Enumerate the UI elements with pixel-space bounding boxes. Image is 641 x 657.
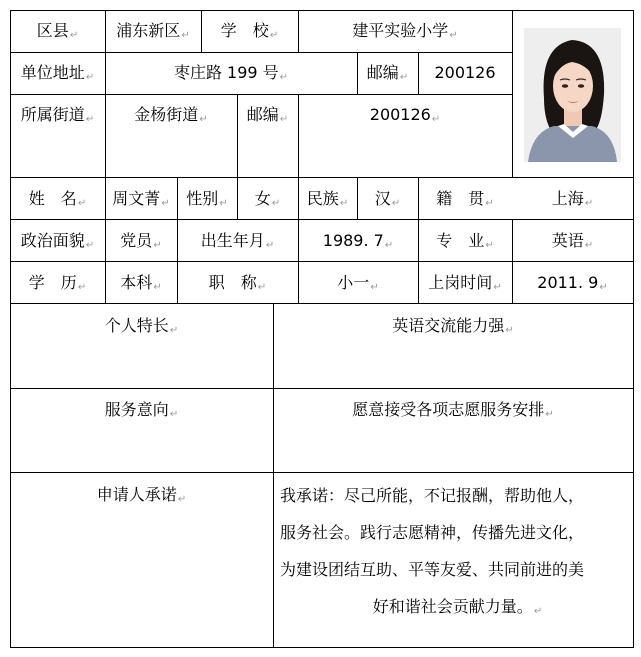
row-divider [10, 388, 634, 389]
education-label: 学 历 ↵ [10, 273, 105, 298]
pledge-line: 好和谐社会贡献力量。 ↵ [280, 588, 635, 630]
education-value[interactable]: 本科 ↵ [105, 273, 177, 298]
zip-value[interactable]: 200126 [434, 63, 496, 82]
photo-divider [512, 10, 513, 178]
row-divider [10, 177, 634, 178]
birth-label: 出生年月 ↵ [177, 231, 298, 256]
native-place-label: 籍 贯 ↵ [418, 189, 512, 214]
street-value[interactable]: 金杨街道 ↵ [105, 105, 237, 130]
ethnic-value[interactable]: 汉 ↵ [357, 189, 418, 214]
gender-label: 性别 ↵ [177, 189, 237, 214]
row-divider [10, 219, 634, 220]
pledge-label: 申请人承诺 ↵ [10, 485, 273, 510]
row-divider [10, 261, 634, 262]
district-label: 区县 ↵ [10, 21, 105, 46]
political-label: 政治面貌 ↵ [10, 231, 105, 256]
start-date-label: 上岗时间 ↵ [418, 273, 512, 298]
gender-value[interactable]: 女 ↵ [237, 189, 298, 214]
street-zip-value[interactable]: 200126 ↵ [298, 105, 512, 130]
school-label: 学 校 ↵ [201, 21, 298, 46]
title-label: 职 称 ↵ [177, 273, 298, 298]
zip-label: 邮编 ↵ [357, 63, 418, 88]
native-place-value[interactable]: 上海 ↵ [512, 189, 633, 214]
major-value[interactable]: 英语 ↵ [512, 231, 633, 256]
street-label: 所属街道 ↵ [10, 105, 105, 130]
skills-value[interactable]: 英语交流能力强 ↵ [273, 316, 633, 341]
table-border-bottom [10, 647, 634, 648]
intent-value[interactable]: 愿意接受各项志愿服务安排 ↵ [273, 400, 633, 425]
address-label: 单位地址 ↵ [10, 63, 105, 88]
street-zip-label: 邮编 ↵ [237, 105, 298, 130]
title-value[interactable]: 小一 ↵ [298, 273, 418, 298]
start-date-value[interactable]: 2011. 9 ↵ [512, 273, 633, 298]
intent-label: 服务意向 ↵ [10, 400, 273, 425]
address-value[interactable]: 枣庄路 199 号 ↵ [105, 63, 357, 88]
row-divider [10, 472, 634, 473]
political-value[interactable]: 党员 ↵ [105, 231, 177, 256]
pledge-text[interactable] [280, 477, 635, 630]
name-label: 姓 名 ↵ [10, 189, 105, 214]
row-divider [10, 52, 512, 53]
major-label: 专 业 ↵ [418, 231, 512, 256]
table-border-top [10, 10, 634, 11]
row-divider [10, 303, 634, 304]
applicant-photo [524, 28, 621, 162]
row-divider [10, 94, 512, 95]
pledge-line: 为建设团结互助、平等友爱、共同前进的美 [280, 560, 585, 579]
ethnic-label: 民族 ↵ [298, 189, 357, 214]
district-value[interactable]: 浦东新区 ↵ [105, 21, 201, 46]
pledge-line: 我承诺：尽己所能，不记报酬，帮助他人， [280, 486, 585, 505]
birth-value[interactable]: 1989. 7 ↵ [298, 231, 418, 256]
name-value[interactable]: 周文菁 ↵ [105, 189, 177, 214]
school-value[interactable]: 建平实验小学 ↵ [298, 21, 512, 46]
col-divider [273, 303, 274, 648]
pledge-line: 服务社会。践行志愿精神，传播先进文化， [280, 523, 585, 542]
skills-label: 个人特长 ↵ [10, 316, 273, 341]
